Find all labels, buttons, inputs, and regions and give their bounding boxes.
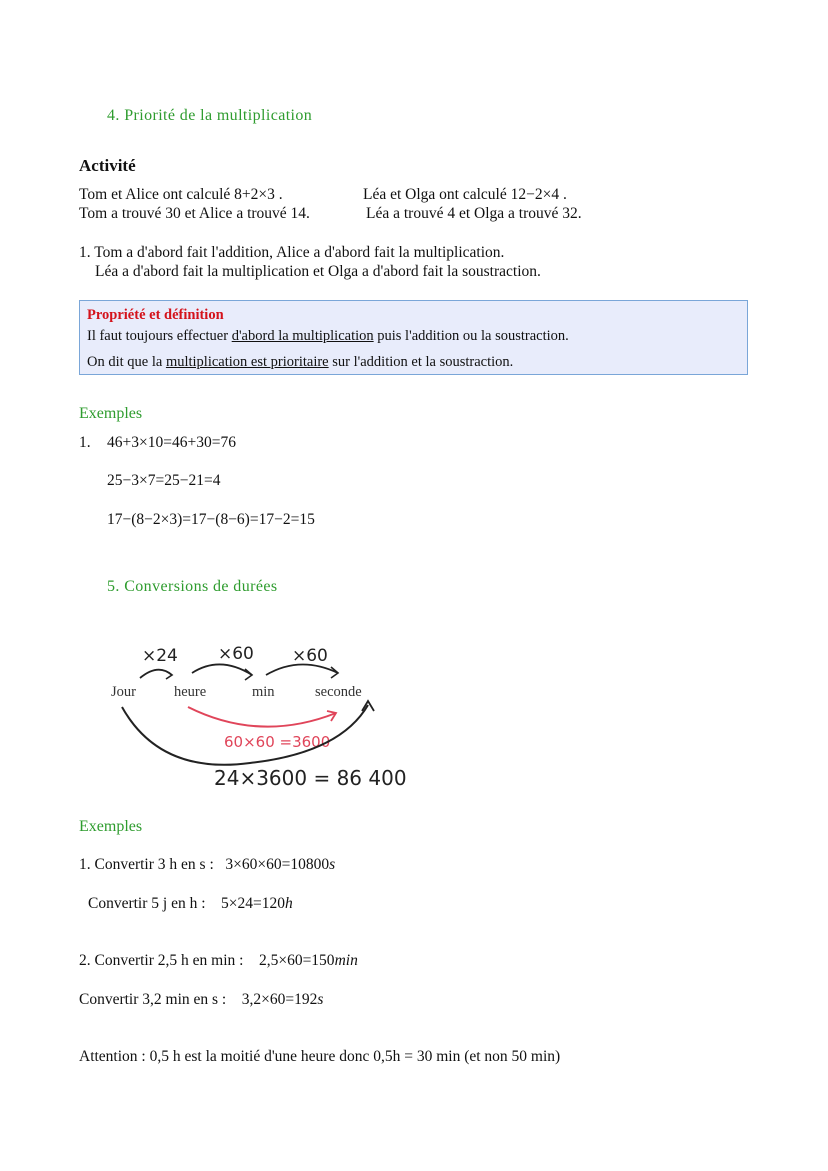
ex1-expr: 3×60×60=10800 <box>225 856 330 873</box>
example2-line2 <box>88 895 293 913</box>
ex4-label: Convertir 3,2 min en s : <box>79 991 227 1008</box>
property-box-line1 <box>87 328 569 345</box>
example2-line1 <box>79 856 335 874</box>
activity-col2-expr: 12−2×4 . <box>510 186 567 203</box>
arc-heure-min <box>192 664 252 675</box>
ex1-label: 1. Convertir 3 h en s : <box>79 856 214 873</box>
ex2-label: Convertir 5 j en h : <box>88 895 206 912</box>
examples-heading-2: Exemples <box>79 818 143 835</box>
factor-x24: ×24 <box>142 646 178 666</box>
label-heure: heure <box>174 684 207 700</box>
property-line1-a: Il faut toujours effectuer <box>87 328 232 344</box>
section-title-conversions: 5. Conversions de durées <box>107 578 278 595</box>
arrowhead-jour-heure <box>166 671 172 679</box>
activity-col1-expr: 8+2×3 . <box>234 186 283 203</box>
property-box-line2 <box>87 354 513 371</box>
conversion-diagram <box>100 635 450 800</box>
arc-min-seconde <box>266 664 338 675</box>
activity-col2-line2: Léa a trouvé 4 et Olga a trouvé 32. <box>366 205 582 222</box>
property-box-title: Propriété et définition <box>87 307 224 323</box>
factor-x60-1: ×60 <box>218 644 254 664</box>
ex3-label: 2. Convertir 2,5 h en min : <box>79 952 244 969</box>
examples1-number: 1. <box>79 434 91 451</box>
black-formula: 24×3600 = 86 400 <box>214 766 407 790</box>
ex1-unit: s <box>329 856 336 873</box>
section-title-priorite: 4. Priorité de la multiplication <box>107 107 313 124</box>
property-line2-a: On dit que la <box>87 354 166 370</box>
conversion-diagram-svg <box>100 635 450 800</box>
property-line1-underlined: d'abord la multiplication <box>231 328 374 344</box>
example2-line3 <box>79 952 358 970</box>
property-line2-underlined: multiplication est prioritaire <box>165 354 329 370</box>
activity-heading: Activité <box>79 156 136 175</box>
arrowhead-heure-min <box>245 669 252 680</box>
activity-col1-line2: Tom a trouvé 30 et Alice a trouvé 14. <box>79 205 310 222</box>
activity-col1-line1 <box>79 186 283 204</box>
property-line1-b: puis l'addition ou la soustraction. <box>373 328 569 344</box>
example1-line1: 46+3×10=46+30=76 <box>107 434 236 451</box>
property-box <box>79 300 748 375</box>
activity-col1-text: Tom et Alice ont calculé <box>79 186 235 203</box>
ex4-expr: 3,2×60=192 <box>241 991 318 1008</box>
activity-col2-line1 <box>363 186 567 204</box>
label-min: min <box>252 684 275 700</box>
activity-answer-line1: 1. Tom a d'abord fait l'addition, Alice a d'abord fait la multiplication. <box>79 244 505 261</box>
property-line2-b: sur l'addition et la soustraction. <box>328 354 514 370</box>
ex2-expr: 5×24=120 <box>221 895 286 912</box>
ex3-expr: 2,5×60=150 <box>258 952 335 969</box>
red-arc-heure-seconde <box>188 707 336 727</box>
red-formula: 60×60 =3600 <box>224 733 331 751</box>
label-jour: Jour <box>111 684 136 700</box>
activity-answer-line2: Léa a d'abord fait la multiplication et Olga a d'abord fait la soustraction. <box>95 263 541 280</box>
label-seconde: seconde <box>315 684 362 700</box>
example1-line3: 17−(8−2×3)=17−(8−6)=17−2=15 <box>107 511 315 528</box>
example1-line2: 25−3×7=25−21=4 <box>107 472 221 489</box>
example2-line4 <box>79 991 323 1009</box>
activity-col2-text: Léa et Olga ont calculé <box>363 186 511 203</box>
attention-note: Attention : 0,5 h est la moitié d'une heure donc 0,5h = 30 min (et non 50 min) <box>79 1048 561 1065</box>
ex3-unit: min <box>334 952 358 969</box>
ex4-unit: s <box>317 991 324 1008</box>
factor-x60-2: ×60 <box>292 646 328 666</box>
examples-heading-1: Exemples <box>79 405 143 422</box>
ex2-unit: h <box>285 895 293 912</box>
arrowhead-min-seconde <box>331 667 338 678</box>
